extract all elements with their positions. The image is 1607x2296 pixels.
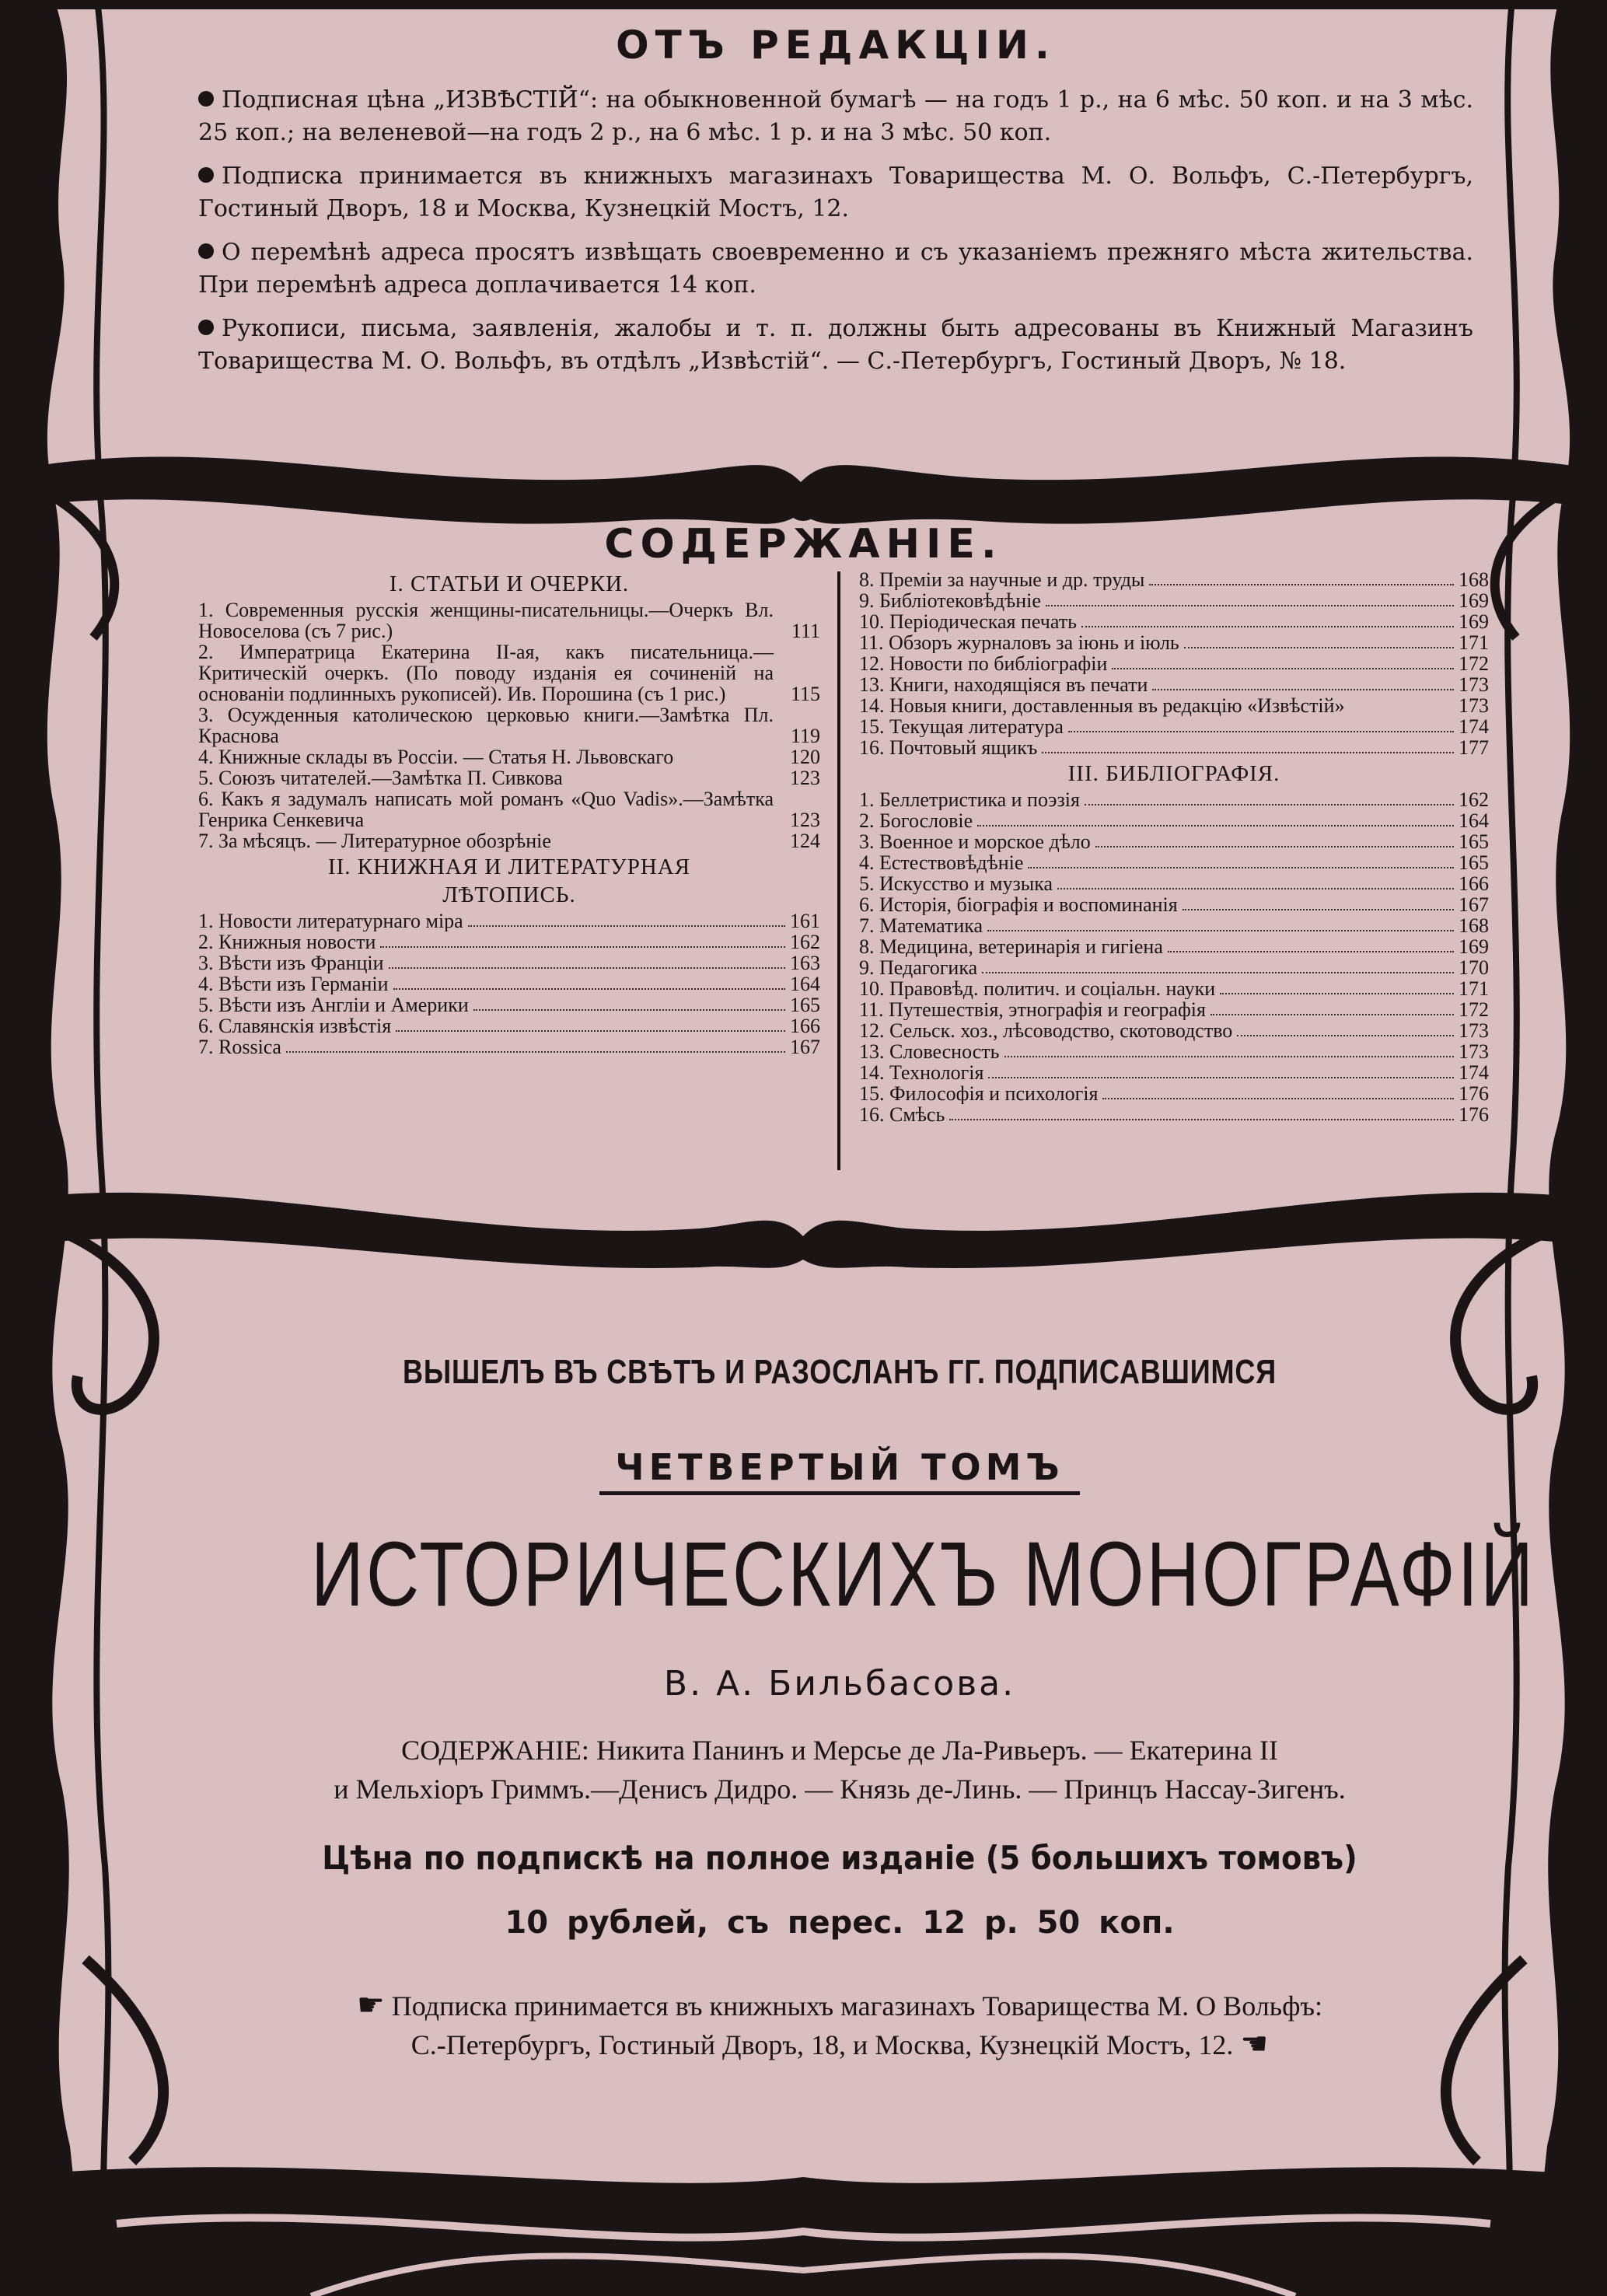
- toc-entry: 8. Медицина, ветеринарія и гигіена 169: [859, 935, 1489, 958]
- toc-entry: 11. Путешествія, этнографія и географія 172: [859, 998, 1489, 1021]
- leader-dots: [949, 1119, 1454, 1120]
- section-2-heading: II. КНИЖНАЯ И ЛИТЕРАТУРНАЯ: [327, 854, 691, 879]
- leader-dots: [1168, 951, 1454, 952]
- redaction-section: [198, 22, 1473, 442]
- toc-entry: 11. Обзоръ журналовъ за іюнь и іюль 171: [859, 631, 1489, 654]
- leader-dots: [1112, 668, 1454, 669]
- toc-entry: 16. Смѣсь 176: [859, 1103, 1489, 1126]
- toc-entry: 13. Книги, находящіяся въ печати 173: [859, 673, 1489, 696]
- leader-dots: [1184, 647, 1454, 648]
- leader-dots: [1152, 689, 1454, 690]
- toc-entry: 14. Технологія 174: [859, 1061, 1489, 1084]
- leader-dots: [396, 1030, 785, 1032]
- toc-entry: 12. Новости по библіографіи 172: [859, 652, 1489, 675]
- advert-contents-1: СОДЕРЖАНІЕ: Никита Панинъ и Мерсье де Ла-Ривьеръ. — Екатерина II: [401, 1735, 1278, 1766]
- toc-entry: 7. Математика 168: [859, 914, 1489, 937]
- toc-entry: 9. Библіотековѣдѣніе 169: [859, 589, 1489, 612]
- toc-entry: 7. Rossica 167: [198, 1036, 820, 1058]
- toc-entry: 3. Военное и морское дѣло 165: [859, 830, 1489, 853]
- toc-entry: 2. Императрица Екатерина II-ая, какъ писательница.—Критическій очеркъ. (По поводу изданія ея сочиненій на основаніи подлинныхъ рукописей). Ив. Порошина (съ 1 рис.) 115: [198, 641, 820, 705]
- toc-entry: 4. Книжные склады въ Россіи. — Статья Н. Львовскаго 120: [198, 746, 820, 768]
- leader-dots: [1183, 909, 1454, 910]
- contents-left-column: [198, 571, 820, 1057]
- frame-right-stem: [1532, 0, 1607, 2296]
- leader-dots: [1095, 846, 1454, 847]
- leader-dots: [1237, 1035, 1454, 1036]
- leader-dots: [380, 946, 785, 948]
- bullet-icon: [198, 320, 214, 335]
- leader-dots: [468, 925, 785, 927]
- leader-dots: [1004, 1056, 1455, 1057]
- leader-dots: [473, 1009, 785, 1011]
- advert-price-1: Цѣна по подпискѣ на полное изданіе (5 большихъ томовъ): [322, 1839, 1357, 1877]
- redaction-title: ОТЪ РЕДАКЦІИ.: [616, 23, 1056, 68]
- bullet-icon: [198, 243, 214, 259]
- toc-entry: 15. Философія и психологія 176: [859, 1082, 1489, 1105]
- leader-dots: [286, 1051, 785, 1053]
- toc-entry: 6. Славянскія извѣстія 166: [198, 1015, 820, 1037]
- advert-subscription-2: С.-Петербургъ, Гостиный Дворъ, 18, и Москва, Кузнецкій Мостъ, 12. ☚: [410, 2026, 1269, 2061]
- toc-entry: 4. Естествовѣдѣніе 165: [859, 851, 1489, 874]
- toc-entry: 12. Сельск. хоз., лѣсоводство, скотоводство 173: [859, 1019, 1489, 1042]
- pointing-hand-left-icon: ☚: [1240, 2026, 1269, 2061]
- leader-dots: [1210, 1014, 1454, 1015]
- toc-entry: 13. Словесность 173: [859, 1040, 1489, 1063]
- bullet-icon: [198, 91, 214, 107]
- toc-entry: 2. Книжныя новости 162: [198, 931, 820, 953]
- frame-left-stem: [0, 0, 86, 2296]
- pointing-hand-icon: ☛: [356, 1987, 385, 2022]
- leader-dots: [1085, 804, 1454, 806]
- toc-entry: 5. Искусство и музыка 166: [859, 872, 1489, 895]
- leader-dots: [1081, 626, 1454, 627]
- toc-entry: 1. Новости литературнаго міра 161: [198, 910, 820, 932]
- advert-author: В. А. Бильбасова.: [663, 1664, 1016, 1704]
- advert-announce: ВЫШЕЛЪ ВЪ СВѢТЪ И РАЗОСЛАНЪ ГГ. ПОДПИСАВШИМСЯ: [402, 1353, 1277, 1391]
- toc-entry: 6. Исторія, біографія и воспоминанія 167: [859, 893, 1489, 916]
- section-1-heading: I. СТАТЬИ И ОЧЕРКИ.: [389, 571, 630, 596]
- toc-entry: 1. Современныя русскія женщины-писательницы.—Очеркъ Вл. Новоселова (съ 7 рис.) 111: [198, 599, 820, 642]
- leader-dots: [987, 930, 1454, 931]
- redaction-paragraph-2: Подписка принимается въ книжныхъ магазинахъ Товарищества М. О. Вольфъ, С.-Петербургъ, Гостиный Дворъ, 18 и Москва, Кузнецкій Мостъ, 12.: [198, 163, 1473, 222]
- leader-dots: [1057, 888, 1454, 889]
- leader-dots: [1042, 752, 1454, 753]
- toc-entry: 15. Текущая литература 174: [859, 715, 1489, 738]
- advert-contents-2: и Мельхіоръ Гриммъ.—Денисъ Дидро. — Князь де-Линь. — Принцъ Нассау-Зигенъ.: [334, 1774, 1346, 1805]
- toc-entry: 1. Беллетристика и поэзія 162: [859, 788, 1489, 811]
- frame-separator-2: [31, 1193, 1578, 1268]
- advert-book-title: ИСТОРИЧЕСКИХЪ МОНОГРАФІЙ: [311, 1523, 1536, 1626]
- toc-entry: 16. Почтовый ящикъ 177: [859, 736, 1489, 759]
- leader-dots: [982, 972, 1454, 973]
- section-2-heading-cont: ЛѢТОПИСЬ.: [442, 882, 576, 907]
- leader-dots: [1046, 605, 1454, 606]
- toc-entry: 6. Какъ я задумалъ написать мой романъ «Quo Vadis».—Замѣтка Генрика Сенкевича 123: [198, 788, 820, 831]
- advert-subscription-1: ☛ Подписка принимается въ книжныхъ магазинахъ Товарищества М. О Вольфъ:: [356, 1987, 1323, 2022]
- leader-dots: [1220, 993, 1454, 994]
- section-3-heading: III. БИБЛІОГРАФІЯ.: [1067, 761, 1280, 786]
- toc-entry: 10. Правовѣд. политич. и соціальн. науки 171: [859, 977, 1489, 1000]
- contents-right-column: [859, 569, 1489, 1125]
- leader-dots: [1102, 1098, 1454, 1099]
- toc-entry: 9. Педагогика 170: [859, 956, 1489, 979]
- toc-entry: 7. За мѣсяцъ. — Литературное обозрѣніе 124: [198, 830, 820, 852]
- leader-dots: [1149, 584, 1454, 585]
- toc-entry: 4. Вѣсти изъ Германіи 164: [198, 973, 820, 995]
- redaction-paragraph-4: Рукописи, письма, заявленія, жалобы и т. п. должны быть адресованы въ Книжный Магазинъ Товарищества М. О. Вольфъ, въ отдѣлъ „Извѣстій“. — С.-Петербургъ, Гостиный Дворъ, № 18.: [198, 315, 1473, 375]
- toc-entry: 8. Преміи за научные и др. труды 168: [859, 568, 1489, 591]
- redaction-paragraph-1: Подписная цѣна „ИЗВѢСТІЙ“: на обыкновенной бумагѣ — на годъ 1 р., на 6 мѣс. 50 коп. и на 3 мѣс. 25 коп.; на веленевой—на годъ 2 р., на 6 мѣс. 1 р. и на 3 мѣс. 50 коп.: [198, 86, 1473, 146]
- leader-dots: [393, 988, 785, 990]
- toc-entry: 10. Періодическая печать 169: [859, 610, 1489, 633]
- toc-entry: 3. Вѣсти изъ Франціи 163: [198, 952, 820, 974]
- leader-dots: [389, 967, 785, 969]
- leader-dots: [1068, 731, 1454, 732]
- leader-dots: [1028, 867, 1454, 868]
- toc-entry: 3. Осужденныя католическою церковью книги.—Замѣтка Пл. Краснова 119: [198, 704, 820, 747]
- redaction-paragraph-3: О перемѣнѣ адреса просятъ извѣщать своевременно и съ указаніемъ прежняго мѣста жительства. При перемѣнѣ адреса доплачивается 14 коп.: [198, 239, 1473, 299]
- contents-title: СОДЕРЖАНІЕ.: [604, 521, 1003, 568]
- toc-entry: 2. Богословіе 164: [859, 809, 1489, 832]
- advert-price-2: 10 рублей, съ перес. 12 р. 50 коп.: [505, 1905, 1175, 1941]
- toc-entry: 14. Новыя книги, доставленныя въ редакцію «Извѣстій» 173: [859, 694, 1489, 717]
- toc-entry: 5. Вѣсти изъ Англіи и Америки 165: [198, 994, 820, 1016]
- leader-dots: [977, 825, 1454, 826]
- toc-entry: 5. Союзъ читателей.—Замѣтка П. Сивкова 123: [198, 767, 820, 789]
- bullet-icon: [198, 167, 214, 183]
- advert-section: [179, 1322, 1536, 2099]
- leader-dots: [988, 1077, 1454, 1078]
- advert-volume: ЧЕТВЕРТЫЙ ТОМЪ: [179, 1446, 1500, 1495]
